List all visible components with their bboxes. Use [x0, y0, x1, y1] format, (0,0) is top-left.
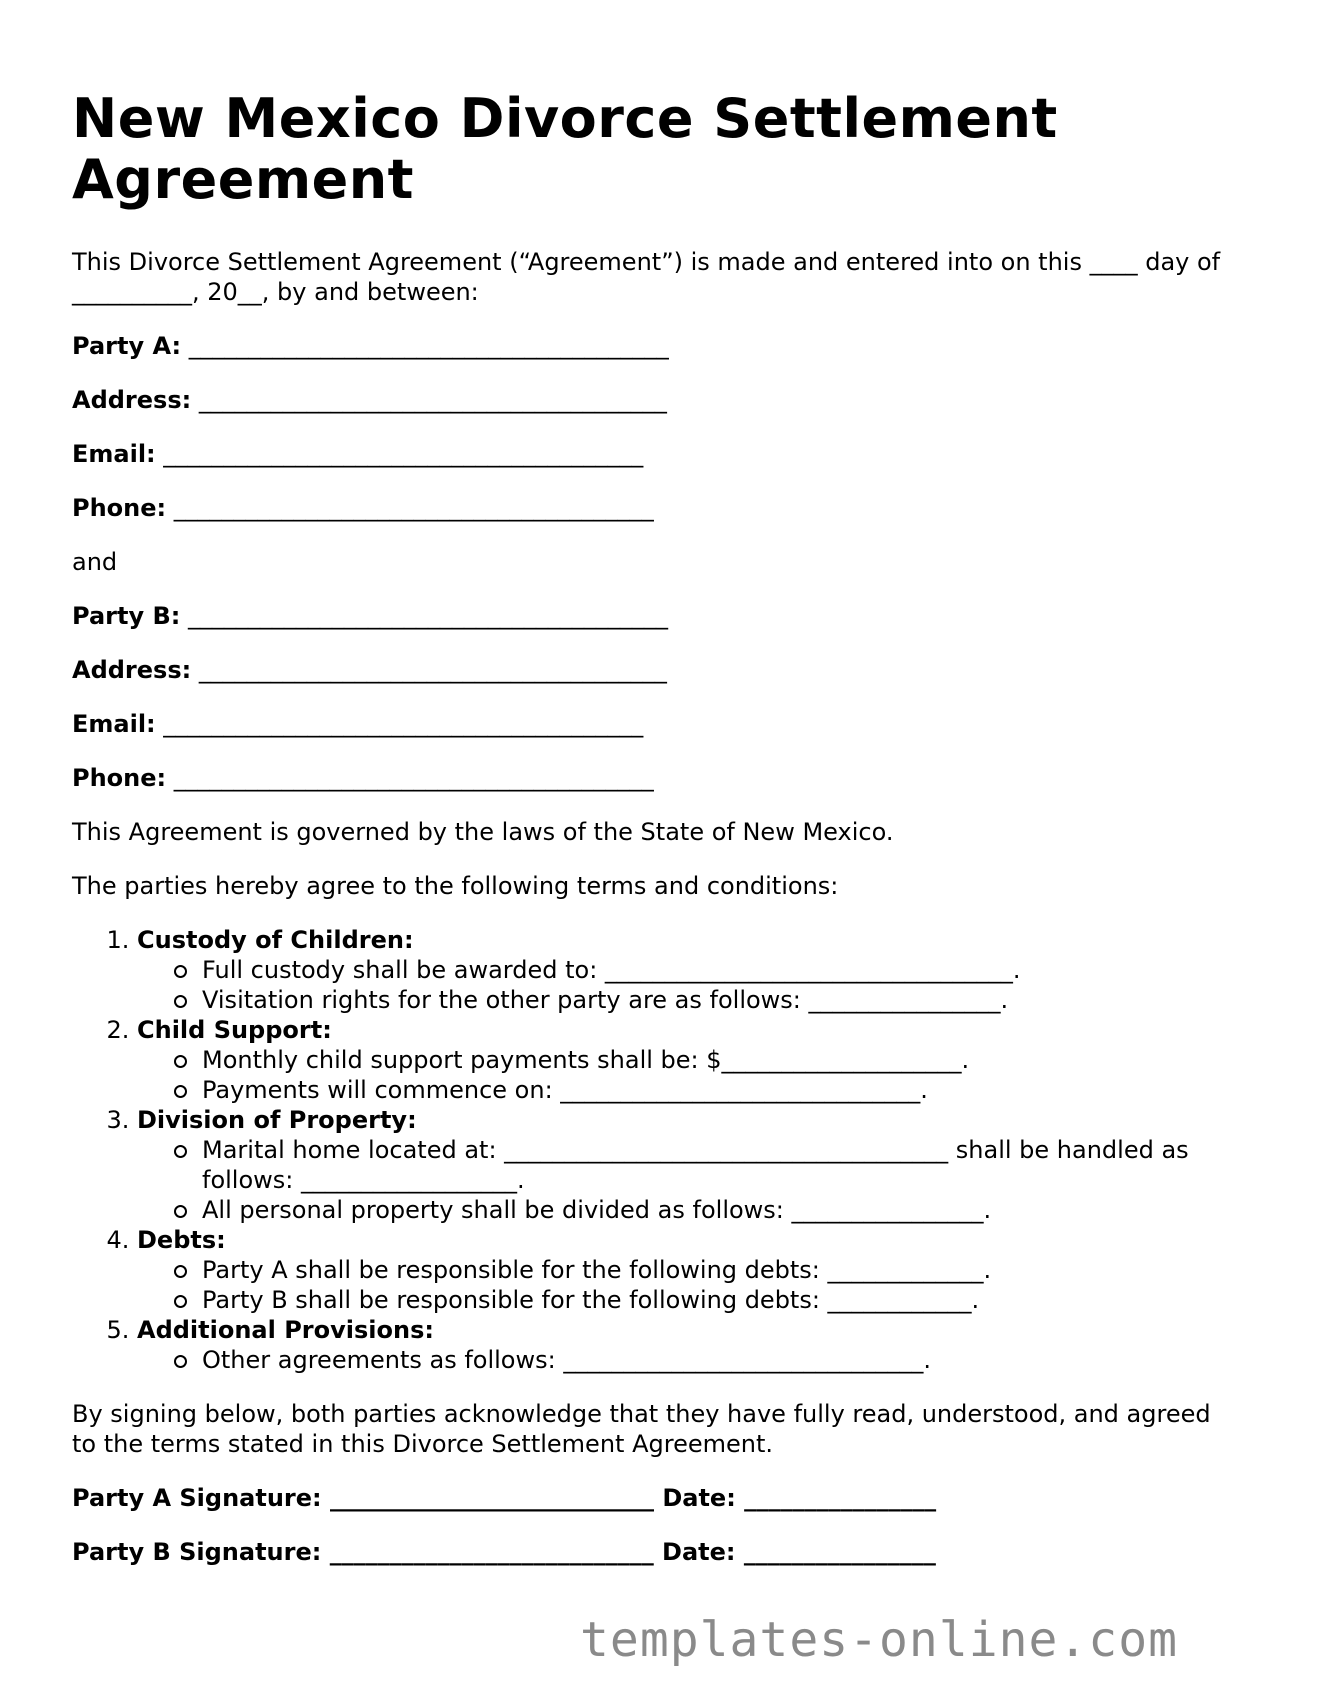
party-a-phone-line [72, 493, 1252, 523]
party-a-email-blank: ________________________________________ [163, 440, 644, 468]
party-a-address-label: Address: [72, 386, 192, 414]
term-child-support [137, 1015, 1252, 1105]
governing-law: This Agreement is governed by the laws of the State of New Mexico. [72, 818, 894, 846]
term-title: Division of Property: [137, 1106, 417, 1134]
and-text: and [72, 548, 118, 576]
party-b-email-line [72, 709, 1252, 739]
term-title: Custody of Children: [137, 926, 414, 954]
party-b-name-label: Party B: [72, 602, 181, 630]
party-a-address-blank: _______________________________________ [198, 386, 667, 414]
party-a-email-line [72, 439, 1252, 469]
term-title: Additional Provisions: [137, 1316, 434, 1344]
party-b-email-label: Email: [72, 710, 156, 738]
page-title: New Mexico Divorce Settlement Agreement [72, 87, 1058, 211]
party-b-phone-label: Phone: [72, 764, 167, 792]
term-items [137, 1345, 1252, 1375]
term-title: Child Support: [137, 1016, 332, 1044]
term-item: Marital home located at: _____________________________________ shall be handled as follows: __________________. [172, 1135, 1252, 1195]
term-title: Debts: [137, 1226, 226, 1254]
party-a-name-blank: ________________________________________ [188, 332, 669, 360]
party-a-address-line [72, 385, 1252, 415]
intro-paragraph: This Divorce Settlement Agreement (“Agreement”) is made and entered into on this ____ day of __________, 20__, by and between: [72, 248, 1221, 306]
party-a-name-line [72, 331, 1252, 361]
term-debts [137, 1225, 1252, 1315]
party-b-address-label: Address: [72, 656, 192, 684]
term-item: Other agreements as follows: ______________________________. [172, 1345, 1252, 1375]
party-b-phone-blank: ________________________________________ [173, 764, 654, 792]
term-item: Visitation rights for the other party are as follows: ________________. [172, 985, 1252, 1015]
term-item: Full custody shall be awarded to: __________________________________. [172, 955, 1252, 985]
term-custody [137, 925, 1252, 1015]
party-a-email-label: Email: [72, 440, 156, 468]
term-item: Party B shall be responsible for the following debts: ____________. [172, 1285, 1252, 1315]
document [72, 88, 1252, 1567]
term-items [137, 1045, 1252, 1105]
term-item: All personal property shall be divided as follows: ________________. [172, 1195, 1252, 1225]
party-b-phone-line [72, 763, 1252, 793]
party-b-name-line [72, 601, 1252, 631]
watermark: templates-online.com [580, 1612, 1178, 1668]
term-additional [137, 1315, 1252, 1375]
party-b-signature-line: Party B Signature: ___________________________ Date: ________________ [72, 1538, 936, 1566]
term-property [137, 1105, 1252, 1225]
party-a-name-label: Party A: [72, 332, 182, 360]
party-b-address-line [72, 655, 1252, 685]
term-item: Party A shall be responsible for the following debts: _____________. [172, 1255, 1252, 1285]
term-items [137, 1135, 1252, 1225]
term-item: Monthly child support payments shall be: $____________________. [172, 1045, 1252, 1075]
party-a-phone-label: Phone: [72, 494, 167, 522]
party-b-address-blank: _______________________________________ [198, 656, 667, 684]
term-items [137, 1255, 1252, 1315]
closing-paragraph: By signing below, both parties acknowledge that they have fully read, understood, and agreed to the terms stated in this Divorce Settlement Agreement. [72, 1400, 1211, 1458]
term-item: Payments will commence on: ______________________________. [172, 1075, 1252, 1105]
party-b-name-blank: ________________________________________ [187, 602, 668, 630]
party-a-signature-line: Party A Signature: ___________________________ Date: ________________ [72, 1484, 937, 1512]
party-a-phone-blank: ________________________________________ [173, 494, 654, 522]
terms-intro: The parties hereby agree to the following terms and conditions: [72, 872, 839, 900]
terms-list [72, 925, 1252, 1375]
party-b-email-blank: ________________________________________ [163, 710, 644, 738]
term-items [137, 955, 1252, 1015]
